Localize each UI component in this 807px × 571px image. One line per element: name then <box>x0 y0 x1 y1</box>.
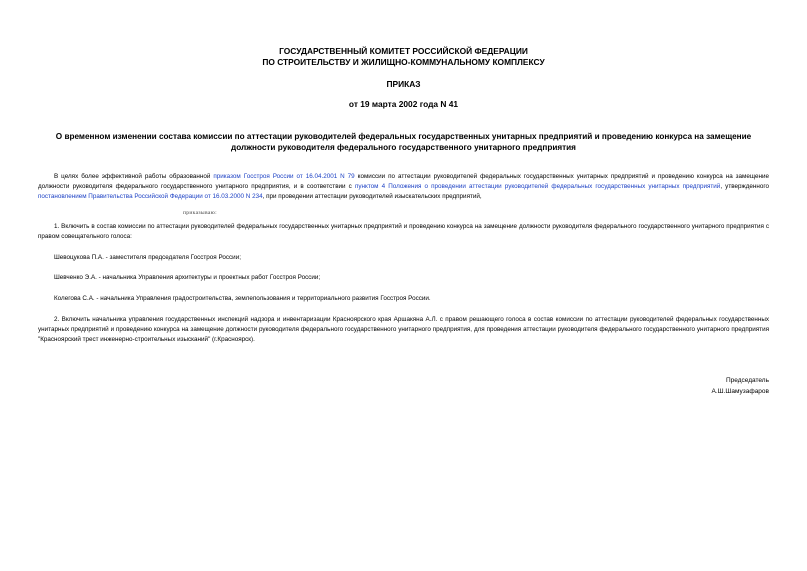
item-2-paragraph: 2. Включить начальника управления государственных инспекций надзора и инвентаризации Красноярского края Аршакяна А.Л. с правом решающего голоса в состав комиссии по аттестации руководителей федеральных государственных унитарных предприятий и проведению конкурса на замещение должности руководителя федерального государственного унитарного предприятия, для проведения аттестации руководителя федерального государственного унитарного предприятия "Красноярский трест инженерно-строительных изысканий" (г.Красноярск). <box>38 316 769 343</box>
government-decree-234-link[interactable]: постановлением Правительства Российской Федерации от 16.03.2000 N 234 <box>38 193 263 200</box>
doc-type: ПРИКАЗ <box>386 79 421 89</box>
preamble-text-1: В целях более эффективной работы образованной <box>54 173 214 180</box>
doc-date: от 19 марта 2002 года N 41 <box>348 99 459 109</box>
signature-name: А.Ш.Шамузафаров <box>711 388 769 395</box>
preamble-text-3: , утвержденного <box>720 183 769 190</box>
order-word: приказываю: <box>183 210 217 216</box>
regulation-point-4-link[interactable]: пунктом 4 Положения о проведении аттестации руководителей федеральных государственных унитарных предприятий <box>354 183 721 190</box>
order-79-link[interactable]: приказом Госстроя России от 16.04.2001 N 79 <box>213 173 355 180</box>
org-name-line1: ГОСУДАРСТВЕННЫЙ КОМИТЕТ РОССИЙСКОЙ ФЕДЕРАЦИИ <box>279 46 528 56</box>
preamble-text-2: комиссии по аттестации руководителей федеральных государственных унитарных предприятий и проведению конкурса на замещение должности руководителя федерального государственного унитарного предприятия, и в соответствии с <box>38 173 769 190</box>
preamble-text-4: , при проведении аттестации руководителей изыскательских предприятий, <box>262 193 482 200</box>
signature-position: Председатель <box>725 377 769 384</box>
item-1-paragraph: 1. Включить в состав комиссии по аттестации руководителей федеральных государственных унитарных предприятий и проведению конкурса на замещение должности руководителя федерального государственного унитарного предприятия с правом совещательного голоса: <box>38 223 769 240</box>
preamble-paragraph <box>38 172 769 202</box>
member-3: Колегова С.А. - начальника Управления градостроительства, землепользования и территориального развития Госстроя России. <box>54 295 431 302</box>
document-title: О временном изменении состава комиссии по аттестации руководителей федеральных государственных унитарных предприятий и проведению конкурса на замещение должности руководителя федерального государственного унитарного предприятия <box>55 132 752 152</box>
member-2: Шевченко Э.А. - начальника Управления архитектуры и проектных работ Госстроя России; <box>54 274 321 281</box>
org-name-line2: ПО СТРОИТЕЛЬСТВУ И ЖИЛИЩНО-КОММУНАЛЬНОМУ КОМПЛЕКСУ <box>262 57 545 67</box>
member-1: Шевоцукова П.А. - заместителя председателя Госстроя России; <box>54 254 241 261</box>
